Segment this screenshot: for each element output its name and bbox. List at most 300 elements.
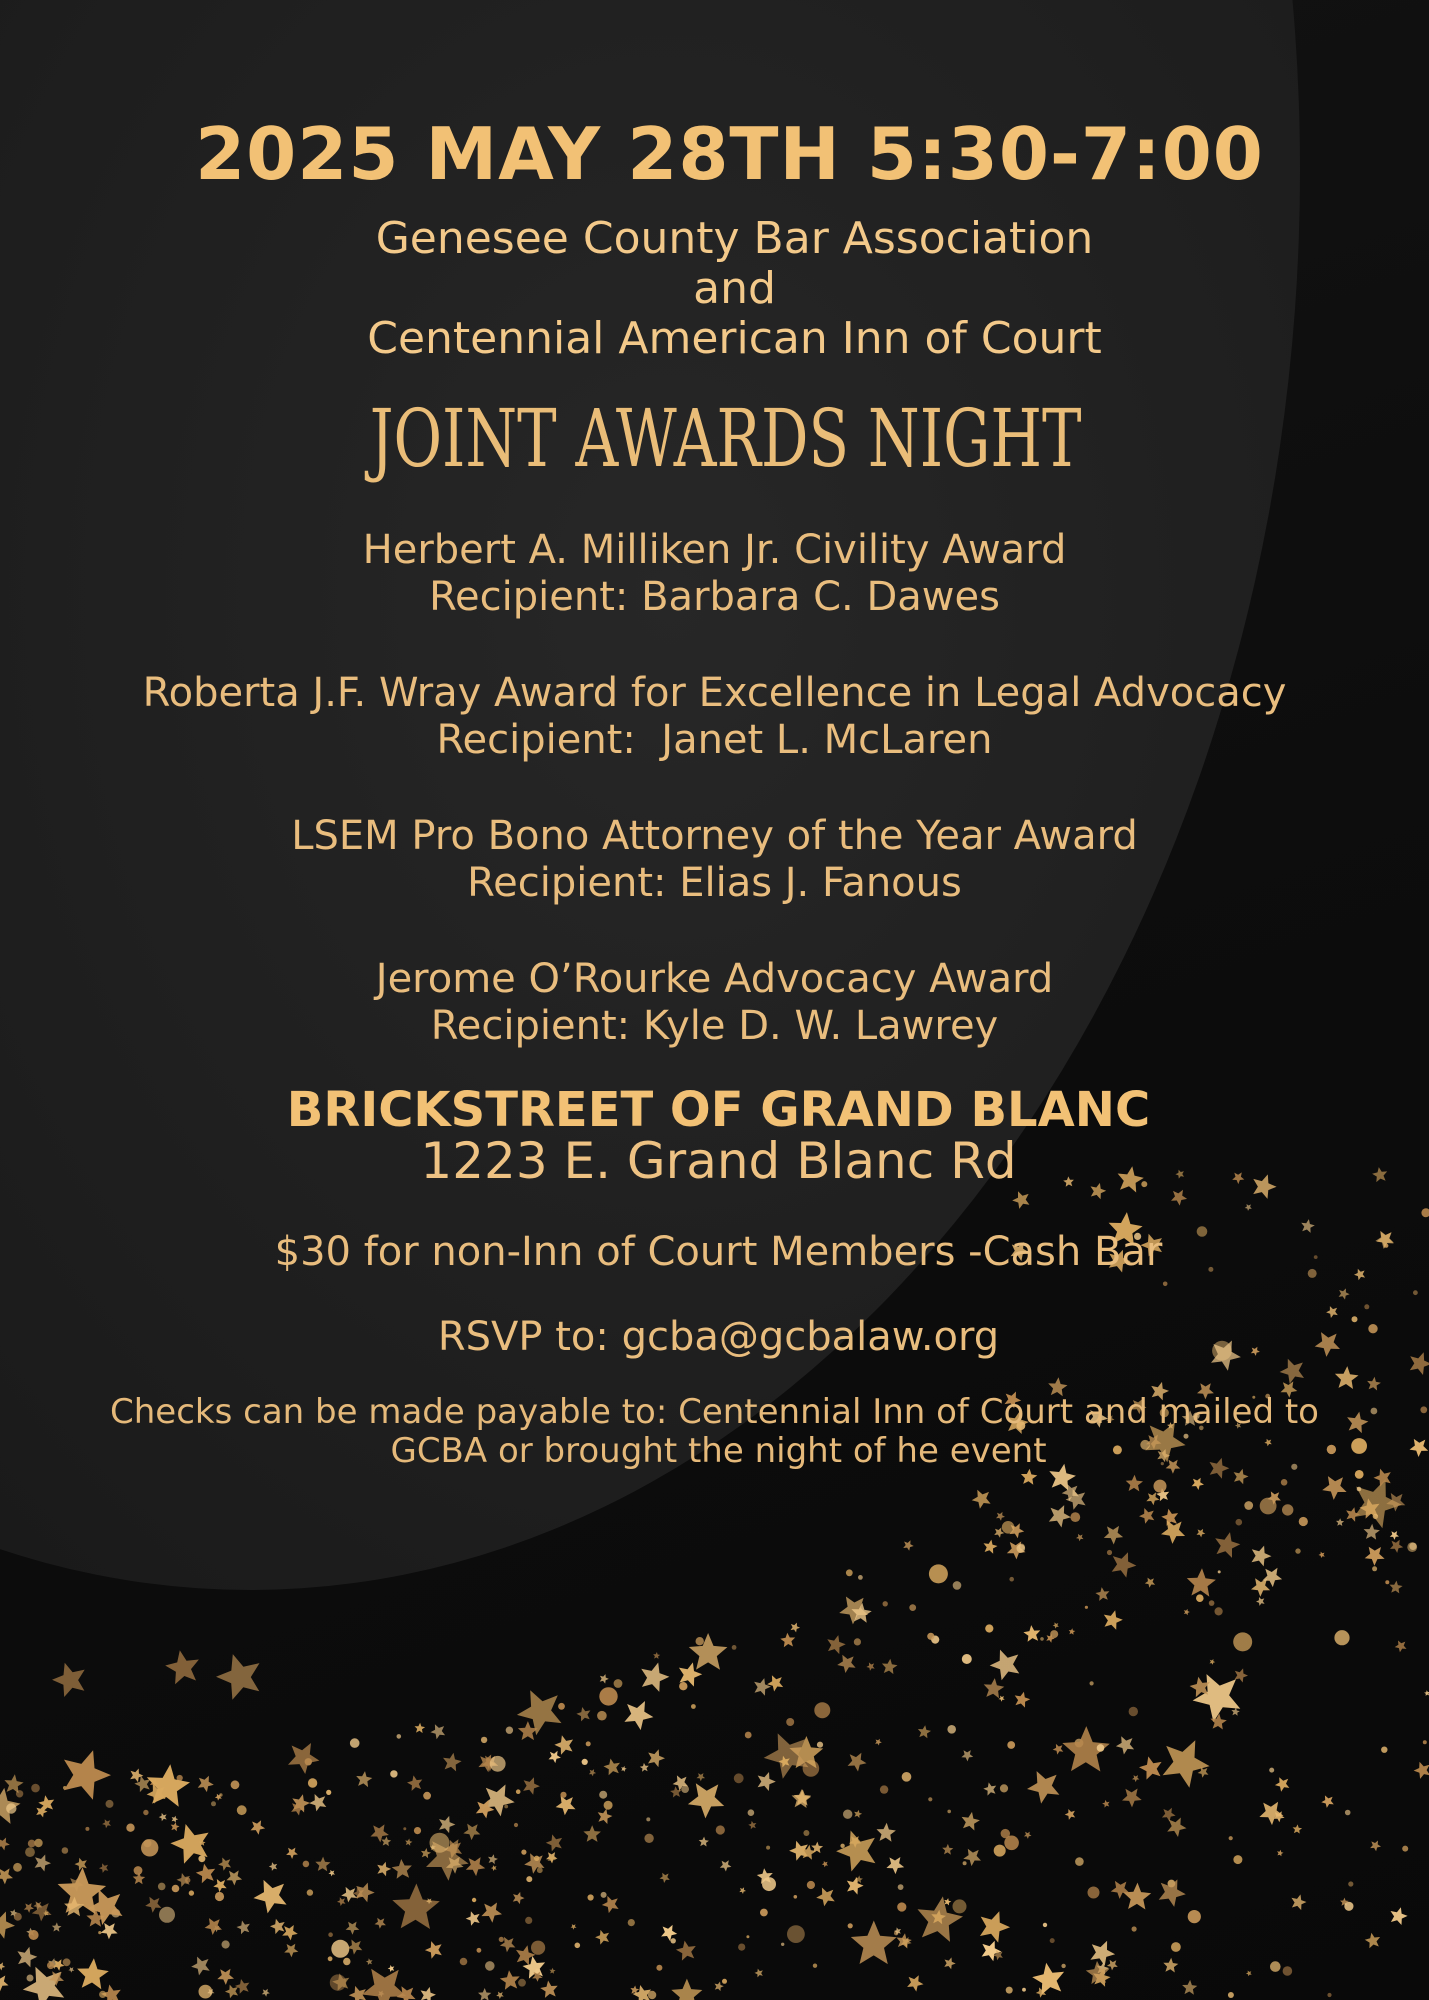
confetti-dot — [614, 1679, 623, 1688]
confetti-dot — [716, 1825, 725, 1834]
star-shape — [1275, 1777, 1290, 1792]
star-shape — [1364, 1524, 1380, 1540]
confetti-dot — [1281, 1479, 1288, 1486]
confetti-dot — [1372, 1566, 1377, 1571]
confetti-dot — [134, 1866, 143, 1875]
confetti-dot — [599, 1687, 617, 1705]
confetti-dot — [185, 1878, 190, 1883]
confetti-dot — [485, 1961, 495, 1971]
star-shape — [262, 1989, 270, 1997]
star-shape — [1336, 1518, 1344, 1526]
star-shape — [1163, 1740, 1210, 1788]
star-shape — [1163, 1958, 1178, 1973]
confetti-dot — [25, 1847, 35, 1857]
star-shape — [758, 1772, 776, 1791]
star-shape — [1027, 1771, 1059, 1804]
confetti-dot — [308, 1778, 317, 1787]
star-shape — [1252, 1546, 1272, 1567]
confetti-dot — [732, 1645, 737, 1650]
star-shape — [1365, 1547, 1385, 1566]
star-shape — [1390, 1540, 1403, 1553]
star-shape — [366, 1958, 373, 1965]
confetti-dot — [1188, 1910, 1201, 1923]
star-shape — [513, 1892, 525, 1904]
confetti-dot — [526, 1876, 532, 1882]
star-shape — [1374, 1469, 1391, 1487]
star-shape — [556, 1796, 576, 1816]
star-shape — [1210, 1659, 1216, 1665]
star-shape — [251, 1820, 266, 1835]
star-shape — [1111, 1881, 1130, 1899]
confetti-dot — [1402, 1846, 1408, 1852]
star-shape — [571, 1924, 577, 1930]
confetti-dot — [656, 1965, 662, 1971]
confetti-dot — [518, 1979, 526, 1987]
star-shape — [689, 1633, 728, 1670]
star-shape — [598, 1809, 613, 1824]
confetti-dot — [588, 1894, 594, 1900]
confetti-dot — [1282, 1504, 1293, 1515]
confetti-dot — [558, 1703, 565, 1710]
confetti-dot — [1244, 1501, 1253, 1510]
confetti-dot — [1299, 1517, 1308, 1526]
confetti-dot — [722, 1979, 727, 1984]
confetti-dot — [1070, 1512, 1080, 1522]
confetti-dot — [644, 1834, 653, 1843]
star-shape — [1122, 1789, 1142, 1808]
star-shape — [196, 1864, 215, 1884]
confetti-dot — [303, 1861, 310, 1868]
star-shape — [1015, 1692, 1030, 1708]
confetti-dot — [671, 1938, 676, 1943]
confetti-dot — [746, 1935, 749, 1938]
star-shape — [875, 1739, 882, 1746]
confetti-dot — [1229, 1836, 1233, 1840]
star-shape — [1235, 1668, 1249, 1682]
star-shape — [715, 1982, 724, 1992]
award-name: Roberta J.F. Wray Award for Excellence in Legal Advocacy — [142, 670, 1287, 716]
star-shape — [944, 1898, 951, 1905]
star-shape — [641, 1663, 669, 1692]
star-shape — [961, 1750, 973, 1761]
star-shape — [1116, 1736, 1134, 1754]
star-shape — [205, 1918, 222, 1935]
confetti-dot — [1413, 1290, 1418, 1295]
star-shape — [466, 1911, 480, 1926]
confetti-dot — [14, 1913, 22, 1921]
confetti-dot — [962, 1654, 972, 1664]
star-shape — [1049, 1505, 1071, 1527]
star-shape — [1065, 1809, 1076, 1820]
confetti-dot — [766, 1846, 770, 1850]
star-shape — [990, 1650, 1020, 1681]
confetti-dot — [211, 1801, 216, 1806]
confetti-dot — [994, 1845, 1006, 1857]
star-shape — [851, 1921, 897, 1965]
star-shape — [980, 1911, 1010, 1942]
award-recipient: Recipient: Barbara C. Dawes — [429, 574, 1000, 620]
star-shape — [1171, 1190, 1187, 1206]
confetti-dot — [1040, 1637, 1044, 1641]
confetti-dot — [1355, 1470, 1364, 1479]
confetti-dot — [158, 1883, 166, 1891]
confetti-dot — [794, 1895, 798, 1899]
price-info: $30 for non-Inn of Court Members -Cash Bar — [274, 1229, 1163, 1275]
star-shape — [822, 1861, 828, 1867]
confetti-dot — [1154, 1480, 1167, 1493]
confetti-dot — [787, 1925, 805, 1943]
confetti-dot — [27, 1975, 34, 1982]
confetti-dot — [326, 1790, 331, 1795]
star-shape — [886, 1857, 904, 1874]
confetti-dot — [1233, 1855, 1242, 1864]
confetti-dot — [1421, 1208, 1429, 1217]
payment-instructions: GCBA or brought the night of he event — [390, 1431, 1047, 1471]
star-shape — [549, 1751, 561, 1763]
star-shape — [549, 1968, 555, 1974]
star-shape — [1246, 1971, 1252, 1977]
confetti-dot — [1171, 1942, 1181, 1952]
star-shape — [827, 1635, 845, 1654]
confetti-dot — [231, 1780, 240, 1789]
confetti-dot — [189, 1890, 194, 1895]
confetti-dot — [843, 1810, 852, 1819]
star-shape — [1367, 1377, 1381, 1391]
star-shape — [328, 1870, 335, 1877]
star-shape — [282, 1925, 298, 1940]
star-shape — [962, 1812, 980, 1831]
star-shape — [1069, 1628, 1076, 1635]
confetti-dot — [1269, 1768, 1274, 1773]
confetti-dot — [143, 1810, 148, 1815]
confetti-dot — [126, 1824, 134, 1832]
star-shape — [780, 1633, 795, 1648]
star-shape — [1012, 1191, 1029, 1209]
award-name: Herbert A. Milliken Jr. Civility Award — [362, 527, 1067, 573]
star-shape — [1424, 1690, 1429, 1696]
confetti-dot — [414, 1827, 421, 1834]
venue-name: BRICKSTREET OF GRAND BLANC — [286, 1082, 1151, 1138]
confetti-dot — [1002, 1521, 1015, 1534]
star-shape — [546, 1834, 562, 1851]
star-shape — [983, 1782, 996, 1795]
star-shape — [309, 1794, 326, 1811]
star-shape — [491, 1865, 497, 1871]
confetti-dot — [604, 1801, 613, 1810]
star-shape — [1053, 1744, 1064, 1755]
confetti-dot — [679, 1682, 687, 1690]
star-shape — [1322, 1476, 1346, 1500]
confetti-dot — [599, 1791, 607, 1799]
star-shape — [253, 1880, 286, 1914]
confetti-dot — [813, 1964, 817, 1968]
star-shape — [216, 1654, 260, 1700]
star-shape — [102, 1819, 111, 1828]
star-shape — [405, 1839, 412, 1846]
star-shape — [944, 1957, 955, 1969]
confetti-dot — [172, 1885, 180, 1893]
confetti-dot — [460, 1958, 468, 1966]
star-shape — [918, 1725, 931, 1738]
confetti-dot — [760, 1909, 768, 1917]
confetti-dot — [307, 1889, 313, 1895]
star-shape — [377, 1862, 391, 1877]
confetti-dot — [343, 1958, 350, 1965]
star-shape — [0, 1962, 5, 1970]
star-shape — [425, 1941, 442, 1959]
star-shape — [1231, 1708, 1239, 1716]
confetti-dot — [748, 1809, 755, 1816]
confetti-dot — [222, 1940, 230, 1948]
star-shape — [213, 1879, 226, 1892]
confetti-dot — [963, 1861, 967, 1865]
confetti-dot — [237, 1805, 247, 1815]
star-shape — [1162, 1808, 1176, 1822]
confetti-dot — [330, 1974, 346, 1990]
confetti-dot — [1007, 1741, 1015, 1749]
confetti-dot — [6, 1803, 16, 1813]
confetti-dot — [390, 1770, 397, 1777]
confetti-dot — [1334, 1630, 1349, 1645]
confetti-dot — [786, 1718, 794, 1726]
star-shape — [688, 1783, 724, 1818]
star-shape — [1256, 1597, 1265, 1606]
confetti-dot — [423, 1792, 431, 1800]
confetti-dot — [880, 1785, 888, 1793]
confetti-dot — [846, 1569, 853, 1576]
star-shape — [1024, 1832, 1032, 1839]
star-shape — [640, 1763, 649, 1772]
confetti-dot — [1228, 1992, 1234, 1998]
star-shape — [1053, 1622, 1059, 1628]
star-shape — [653, 1652, 660, 1659]
star-shape — [421, 1987, 436, 2000]
star-shape — [854, 1810, 862, 1818]
confetti-dot — [534, 1856, 539, 1861]
confetti-dot — [1357, 1487, 1362, 1492]
confetti-dot — [947, 1725, 956, 1734]
confetti-dot — [1000, 1784, 1008, 1792]
confetti-dot — [31, 1784, 40, 1793]
confetti-dot — [397, 1734, 402, 1739]
confetti-dot — [953, 1581, 962, 1590]
star-shape — [699, 1837, 709, 1847]
star-shape — [24, 1903, 34, 1913]
star-shape — [604, 1759, 621, 1776]
confetti-dot — [1236, 1519, 1243, 1526]
confetti-dot — [597, 1711, 607, 1721]
star-shape — [478, 1988, 491, 2000]
star-shape — [523, 1777, 540, 1794]
confetti-dot — [1373, 1514, 1378, 1519]
star-shape — [984, 1540, 998, 1554]
star-shape — [347, 1940, 362, 1955]
star-shape — [191, 1957, 210, 1976]
confetti-dot — [817, 1742, 823, 1748]
star-shape — [68, 1967, 74, 1973]
star-shape — [198, 1776, 214, 1792]
confetti-dot — [909, 1604, 916, 1611]
confetti-dot — [646, 1817, 650, 1821]
confetti-dot — [840, 1844, 844, 1848]
star-shape — [984, 1678, 1005, 1698]
confetti-dot — [762, 1877, 776, 1891]
award-name: Jerome O’Rourke Advocacy Award — [375, 956, 1054, 1002]
confetti-dot — [198, 1855, 205, 1862]
confetti-dot — [953, 1899, 967, 1913]
star-shape — [270, 1919, 285, 1934]
confetti-dot — [1022, 1988, 1026, 1992]
confetti-dot — [928, 1797, 932, 1801]
star-shape — [739, 1887, 746, 1894]
confetti-dot — [516, 1789, 521, 1794]
star-shape — [836, 1831, 875, 1872]
confetti-dot — [99, 1991, 106, 1998]
star-shape — [1104, 1526, 1123, 1545]
star-shape — [133, 1872, 146, 1884]
star-shape — [381, 1836, 391, 1846]
star-shape — [375, 1918, 386, 1929]
confetti-dot — [582, 1759, 588, 1765]
star-shape — [1145, 1578, 1155, 1588]
star-shape — [52, 1922, 62, 1931]
confetti-dot — [13, 1863, 22, 1872]
star-shape — [1076, 1534, 1084, 1541]
star-shape — [101, 1923, 118, 1939]
star-shape — [1245, 1204, 1252, 1211]
star-shape — [1126, 1475, 1143, 1492]
star-shape — [595, 1930, 609, 1945]
confetti-dot — [696, 1637, 704, 1645]
star-shape — [315, 1857, 330, 1872]
confetti-dot — [1050, 1938, 1055, 1943]
star-shape — [720, 1860, 732, 1871]
star-shape — [1390, 1581, 1403, 1594]
confetti-dot — [781, 1943, 784, 1946]
confetti-dot — [1348, 1881, 1353, 1886]
star-shape — [583, 1825, 601, 1842]
confetti-dot — [1085, 1606, 1088, 1609]
confetti-dot — [1345, 1810, 1351, 1816]
star-shape — [392, 1859, 412, 1879]
star-shape — [1370, 1841, 1381, 1852]
star-shape — [23, 1967, 64, 2000]
confetti-dot — [62, 1847, 69, 1854]
star-shape — [1321, 1795, 1334, 1808]
star-shape — [17, 1947, 37, 1968]
star-shape — [602, 1896, 619, 1913]
confetti-dot — [1344, 1902, 1353, 1911]
confetti-dot — [506, 1727, 513, 1734]
star-shape — [392, 1884, 440, 1930]
confetti-dot — [858, 1575, 863, 1580]
confetti-dot — [628, 1919, 635, 1926]
confetti-dot — [902, 1772, 912, 1782]
star-shape — [0, 1838, 10, 1851]
confetti-dot — [1050, 1630, 1058, 1638]
star-shape — [589, 1769, 596, 1776]
confetti-dot — [1233, 1632, 1252, 1651]
star-shape — [671, 1979, 702, 2000]
star-shape — [1390, 1531, 1399, 1540]
star-shape — [1339, 1288, 1350, 1299]
confetti-dot — [1364, 1304, 1369, 1309]
confetti-dot — [1295, 1548, 1300, 1553]
confetti-dot — [159, 1907, 175, 1923]
confetti-dot — [504, 1805, 508, 1809]
star-shape — [64, 1750, 111, 1800]
star-shape — [407, 1775, 422, 1791]
confetti-dot — [215, 1892, 224, 1901]
star-shape — [35, 1855, 51, 1872]
confetti-dot — [1107, 1550, 1112, 1555]
host-conjunction: and — [693, 263, 776, 314]
star-shape — [500, 1970, 520, 1990]
star-shape — [171, 1822, 180, 1831]
star-shape — [1132, 1775, 1139, 1782]
confetti-dot — [481, 1737, 487, 1743]
confetti-dot — [927, 1633, 934, 1640]
star-shape — [1190, 1677, 1210, 1697]
star-shape — [791, 1623, 801, 1633]
date-heading: 2025 MAY 28TH 5:30-7:00 — [195, 112, 1264, 196]
star-shape — [145, 1897, 161, 1913]
star-shape — [1187, 1568, 1216, 1596]
star-shape — [1293, 1824, 1303, 1833]
confetti-dot — [1270, 1961, 1281, 1972]
confetti-dot — [1090, 1681, 1094, 1685]
star-shape — [481, 1903, 502, 1923]
star-shape — [1335, 1366, 1359, 1389]
star-shape — [1123, 1883, 1151, 1910]
confetti-dot — [1061, 1964, 1065, 1968]
confetti-dot — [403, 1827, 406, 1830]
star-shape — [816, 1888, 835, 1907]
star-shape — [1197, 1529, 1206, 1538]
confetti-dot — [1385, 1580, 1389, 1584]
star-shape — [600, 1674, 609, 1684]
star-shape — [496, 1992, 504, 1999]
star-shape — [1112, 1552, 1137, 1577]
star-shape — [1023, 1625, 1040, 1642]
confetti-dot — [1215, 1607, 1223, 1615]
star-shape — [288, 1743, 319, 1774]
confetti-dot — [141, 1839, 158, 1856]
star-shape — [942, 1844, 953, 1855]
star-shape — [1291, 1894, 1306, 1910]
confetti-dot — [1097, 1744, 1105, 1752]
star-shape — [430, 1724, 445, 1739]
confetti-dot — [734, 1773, 744, 1783]
star-shape — [1215, 1532, 1240, 1558]
award-recipient: Recipient: Janet L. McLaren — [436, 717, 993, 763]
star-shape — [1032, 1963, 1064, 1995]
star-shape — [999, 1696, 1005, 1702]
star-shape — [1167, 1818, 1186, 1838]
star-shape — [697, 1773, 706, 1781]
confetti-dot — [472, 1898, 476, 1902]
star-shape — [1365, 1933, 1380, 1949]
award-recipient: Recipient: Elias J. Fanous — [467, 860, 962, 906]
confetti-dot — [28, 1840, 36, 1848]
confetti-dot — [1001, 1829, 1010, 1838]
confetti-dot — [1043, 1923, 1047, 1927]
star-shape — [235, 1979, 249, 1994]
confetti-dot — [947, 1810, 951, 1814]
confetti-dot — [601, 1892, 607, 1898]
star-shape — [1391, 1907, 1408, 1925]
confetti-dot — [1017, 1544, 1026, 1553]
